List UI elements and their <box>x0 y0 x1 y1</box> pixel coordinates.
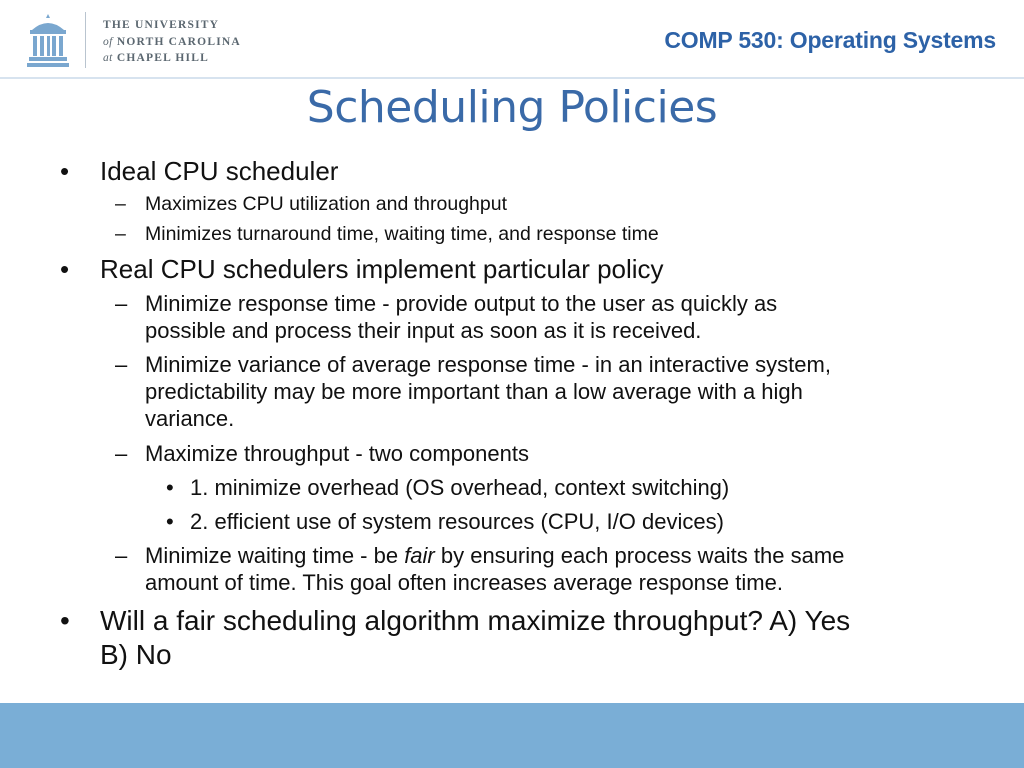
sub-bullet-response-time-line2: possible and process their input as soon as it is received. <box>145 318 702 343</box>
sub-marker: – <box>115 441 128 466</box>
footer-band <box>0 703 1024 768</box>
sub-marker: – <box>115 352 128 377</box>
bullet-real-cpu-schedulers: Real CPU schedulers implement particular policy <box>100 254 664 284</box>
unc-old-well-logo <box>27 13 69 69</box>
level3-marker: • <box>166 509 174 534</box>
bullet-ideal-cpu-scheduler: Ideal CPU scheduler <box>100 156 339 186</box>
university-wordmark: THE UNIVERSITY of NORTH CAROLINA at CHAPEL HILL <box>103 19 241 64</box>
level3-item-resources: 2. efficient use of system resources (CPU, I/O devices) <box>190 509 724 534</box>
level3-item-overhead: 1. minimize overhead (OS overhead, context switching) <box>190 475 730 500</box>
sub-bullet-waiting-time-line2: amount of time. This goal often increases average response time. <box>145 570 783 595</box>
sub-marker: – <box>115 291 128 316</box>
sub-bullet-waiting-time-line1: Minimize waiting time - be fair by ensuring each process waits the same <box>145 543 845 568</box>
bullet-marker: • <box>60 254 70 284</box>
sub-bullet-minimizes: Minimizes turnaround time, waiting time, and response time <box>145 223 659 245</box>
bullet-question-line1: Will a fair scheduling algorithm maximize throughput? A) Yes <box>100 605 851 636</box>
logo-divider <box>85 12 86 68</box>
bullet-marker: • <box>60 156 70 186</box>
sub-marker: – <box>115 193 126 215</box>
sub-marker: – <box>115 543 128 568</box>
sub-bullet-maximizes: Maximizes CPU utilization and throughput <box>145 193 508 215</box>
sub-bullet-variance-line1: Minimize variance of average response time - in an interactive system, <box>145 352 831 377</box>
level3-marker: • <box>166 475 174 500</box>
emphasis-fair: fair <box>404 543 435 568</box>
sub-bullet-variance-line3: variance. <box>145 406 235 431</box>
sub-marker: – <box>115 223 126 245</box>
bullet-question-line2: B) No <box>100 639 172 670</box>
bullet-marker: • <box>60 605 70 636</box>
sub-bullet-throughput: Maximize throughput - two components <box>145 441 529 466</box>
course-title: COMP 530: Operating Systems <box>664 27 996 53</box>
sub-bullet-response-time-line1: Minimize response time - provide output to the user as quickly as <box>145 291 778 316</box>
slide-title: Scheduling Policies <box>306 82 718 133</box>
sub-bullet-variance-line2: predictability may be more important than a low average with a high <box>145 379 803 404</box>
header-rule <box>0 77 1024 79</box>
